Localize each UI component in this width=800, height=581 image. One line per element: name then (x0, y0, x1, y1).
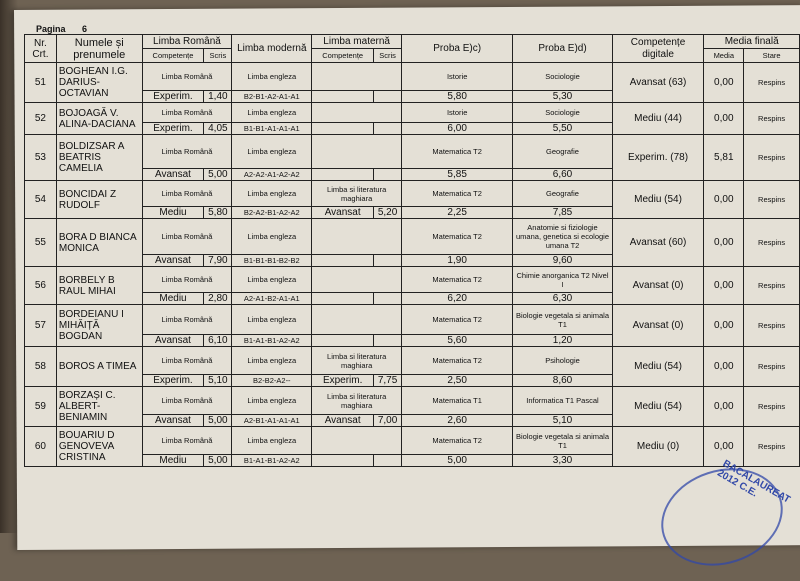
candidate-name: BOUARIU D GENOVEVA CRISTINA (56, 427, 142, 467)
lmat-competence (312, 255, 374, 267)
proba-c-score: 5,60 (402, 335, 513, 347)
lr-written-score: 7,90 (204, 255, 232, 267)
col-lr-header: Limba Română (142, 35, 232, 49)
col-lr-comp-header: Competențe (142, 49, 204, 63)
lm-subject: Limba engleza (232, 63, 312, 91)
status: Respins (744, 347, 800, 387)
lmat-subject (312, 267, 402, 293)
lmat-subject: Limba si literatura maghiara (312, 387, 402, 415)
lm-subject: Limba engleza (232, 135, 312, 169)
proba-d-score: 8,60 (513, 375, 612, 387)
col-proba-c-header: Proba E)c) (402, 35, 513, 63)
lm-level: B1-B1-A1-A1-A1 (232, 123, 312, 135)
lmat-competence: Experim. (312, 375, 374, 387)
final-average: 0,00 (704, 181, 744, 219)
lm-subject: Limba engleza (232, 181, 312, 207)
digital-competence: Mediu (0) (612, 427, 704, 467)
proba-c-score: 2,60 (402, 415, 513, 427)
proba-d-score: 6,30 (513, 293, 612, 305)
proba-d-subject: Geografie (513, 135, 612, 169)
lr-subject: Limba Română (142, 219, 232, 255)
lr-written-score: 5,00 (204, 455, 232, 467)
proba-c-subject: Istorie (402, 63, 513, 91)
proba-d-subject: Biologie vegetala si animala T1 (513, 427, 612, 455)
candidate-name: BORDEIANU I MIHĂIȚĂ BOGDAN (56, 305, 142, 347)
lmat-subject (312, 427, 402, 455)
proba-c-subject: Matematica T2 (402, 135, 513, 169)
lmat-written-score (374, 169, 402, 181)
table-row (25, 387, 800, 415)
lmat-competence (312, 293, 374, 305)
digital-competence: Mediu (54) (612, 181, 704, 219)
status: Respins (744, 135, 800, 181)
row-number: 51 (25, 63, 57, 103)
proba-c-score: 2,50 (402, 375, 513, 387)
candidate-name: BOJOAGĂ V. ALINA-DACIANA (56, 103, 142, 135)
digital-competence: Avansat (0) (612, 305, 704, 347)
lm-subject: Limba engleza (232, 387, 312, 415)
lmat-competence: Avansat (312, 415, 374, 427)
table-row (25, 103, 800, 123)
status: Respins (744, 103, 800, 135)
lmat-written-score (374, 455, 402, 467)
lr-competence: Experim. (142, 123, 204, 135)
lr-competence: Avansat (142, 169, 204, 181)
proba-c-score: 1,90 (402, 255, 513, 267)
lr-subject: Limba Română (142, 181, 232, 207)
lm-subject: Limba engleza (232, 267, 312, 293)
page-label: Pagina (36, 24, 66, 34)
proba-d-score: 5,30 (513, 91, 612, 103)
lr-competence: Avansat (142, 415, 204, 427)
proba-c-score: 6,00 (402, 123, 513, 135)
lr-subject: Limba Română (142, 135, 232, 169)
lr-competence: Avansat (142, 335, 204, 347)
lm-subject: Limba engleza (232, 219, 312, 255)
lmat-subject: Limba si literatura maghiara (312, 347, 402, 375)
status: Respins (744, 181, 800, 219)
status: Respins (744, 219, 800, 267)
lr-competence: Mediu (142, 207, 204, 219)
col-name-header: Numele și prenumele (56, 35, 142, 63)
lr-written-score: 5,10 (204, 375, 232, 387)
proba-c-subject: Istorie (402, 103, 513, 123)
digital-competence: Mediu (44) (612, 103, 704, 135)
final-average: 0,00 (704, 427, 744, 467)
proba-d-subject: Sociologie (513, 63, 612, 91)
digital-competence: Avansat (60) (612, 219, 704, 267)
lr-written-score: 4,05 (204, 123, 232, 135)
lr-subject: Limba Română (142, 103, 232, 123)
lr-written-score: 1,40 (204, 91, 232, 103)
candidate-name: BOGHEAN I.G. DARIUS-OCTAVIAN (56, 63, 142, 103)
table-row (25, 63, 800, 91)
candidate-name: BONCIDAI Z RUDOLF (56, 181, 142, 219)
row-number: 59 (25, 387, 57, 427)
proba-c-score: 5,80 (402, 91, 513, 103)
table-row (25, 305, 800, 335)
final-average: 0,00 (704, 347, 744, 387)
lmat-competence (312, 123, 374, 135)
col-stare-header: Stare (744, 49, 800, 63)
table-row (25, 219, 800, 255)
lmat-subject: Limba si literatura maghiara (312, 181, 402, 207)
lm-level: B2-A2-B1-A2-A2 (232, 207, 312, 219)
lr-competence: Mediu (142, 455, 204, 467)
row-number: 52 (25, 103, 57, 135)
row-number: 53 (25, 135, 57, 181)
candidate-name: BORA D BIANCA MONICA (56, 219, 142, 267)
proba-d-score: 6,60 (513, 169, 612, 181)
proba-c-score: 2,25 (402, 207, 513, 219)
proba-c-subject: Matematica T2 (402, 181, 513, 207)
lr-subject: Limba Română (142, 347, 232, 375)
status: Respins (744, 427, 800, 467)
col-lmat-comp-header: Competențe (312, 49, 374, 63)
row-number: 58 (25, 347, 57, 387)
table-row (25, 181, 800, 207)
table-row (25, 347, 800, 375)
lr-subject: Limba Română (142, 267, 232, 293)
final-average: 0,00 (704, 305, 744, 347)
digital-competence: Avansat (63) (612, 63, 704, 103)
results-table (24, 34, 800, 467)
status: Respins (744, 305, 800, 347)
digital-competence: Mediu (54) (612, 347, 704, 387)
digital-competence: Mediu (54) (612, 387, 704, 427)
proba-d-subject: Psihologie (513, 347, 612, 375)
page-number: 6 (82, 24, 88, 34)
lr-subject: Limba Română (142, 63, 232, 91)
lm-level: A2-A2-A1-A2-A2 (232, 169, 312, 181)
lmat-subject (312, 305, 402, 335)
candidate-name: BORBELY B RAUL MIHAI (56, 267, 142, 305)
proba-c-subject: Matematica T2 (402, 427, 513, 455)
col-media-finala-header: Media finală (704, 35, 800, 49)
lr-written-score: 5,80 (204, 207, 232, 219)
lr-subject: Limba Română (142, 387, 232, 415)
proba-d-score: 1,20 (513, 335, 612, 347)
proba-d-subject: Biologie vegetala si animala T1 (513, 305, 612, 335)
candidate-name: BOLDIZSAR A BEATRIS CAMELIA (56, 135, 142, 181)
lmat-written-score: 7,00 (374, 415, 402, 427)
row-number: 57 (25, 305, 57, 347)
lr-competence: Avansat (142, 255, 204, 267)
col-nr-header: Nr. Crt. (25, 35, 57, 63)
lmat-subject (312, 103, 402, 123)
col-lmat-header: Limba maternă (312, 35, 402, 49)
final-average: 5,81 (704, 135, 744, 181)
proba-d-score: 3,30 (513, 455, 612, 467)
lr-subject: Limba Română (142, 305, 232, 335)
proba-c-subject: Matematica T2 (402, 305, 513, 335)
lr-written-score: 5,00 (204, 169, 232, 181)
final-average: 0,00 (704, 63, 744, 103)
col-proba-d-header: Proba E)d) (513, 35, 612, 63)
lmat-subject (312, 63, 402, 91)
proba-d-score: 9,60 (513, 255, 612, 267)
proba-c-score: 5,00 (402, 455, 513, 467)
lr-written-score: 5,00 (204, 415, 232, 427)
lm-subject: Limba engleza (232, 347, 312, 375)
lmat-competence (312, 91, 374, 103)
lr-competence: Mediu (142, 293, 204, 305)
lmat-competence (312, 169, 374, 181)
lm-subject: Limba engleza (232, 103, 312, 123)
proba-d-subject: Geografie (513, 181, 612, 207)
col-lm-header: Limba modernă (232, 35, 312, 63)
candidate-name: BORZAȘI C. ALBERT-BENIAMIN (56, 387, 142, 427)
status: Respins (744, 63, 800, 103)
lm-level: B1-A1-B1-A2-A2 (232, 455, 312, 467)
proba-d-subject: Sociologie (513, 103, 612, 123)
lr-subject: Limba Română (142, 427, 232, 455)
proba-d-score: 7,85 (513, 207, 612, 219)
lr-written-score: 6,10 (204, 335, 232, 347)
lr-competence: Experim. (142, 91, 204, 103)
proba-c-subject: Matematica T2 (402, 347, 513, 375)
col-media-header: Media (704, 49, 744, 63)
lr-competence: Experim. (142, 375, 204, 387)
row-number: 54 (25, 181, 57, 219)
table-row (25, 427, 800, 455)
proba-c-score: 5,85 (402, 169, 513, 181)
lm-level: A2-B1-A1-A1-A1 (232, 415, 312, 427)
lmat-written-score (374, 91, 402, 103)
proba-d-subject: Informatica T1 Pascal (513, 387, 612, 415)
lm-subject: Limba engleza (232, 427, 312, 455)
lmat-competence (312, 335, 374, 347)
col-lmat-scris-header: Scris (374, 49, 402, 63)
lr-written-score: 2,80 (204, 293, 232, 305)
candidate-name: BOROS A TIMEA (56, 347, 142, 387)
status: Respins (744, 387, 800, 427)
proba-d-subject: Chimie anorganica T2 Nivel I (513, 267, 612, 293)
proba-c-subject: Matematica T1 (402, 387, 513, 415)
lm-level: B2-B2-A2-- (232, 375, 312, 387)
row-number: 56 (25, 267, 57, 305)
lmat-written-score: 7,75 (374, 375, 402, 387)
final-average: 0,00 (704, 103, 744, 135)
lm-subject: Limba engleza (232, 305, 312, 335)
stamp-text: BACALAUREAT 2012 C.E. (715, 458, 792, 506)
lmat-written-score (374, 255, 402, 267)
row-number: 55 (25, 219, 57, 267)
table-row (25, 135, 800, 169)
col-digital-header: Competențe digitale (612, 35, 704, 63)
proba-c-score: 6,20 (402, 293, 513, 305)
lmat-subject (312, 219, 402, 255)
lmat-written-score: 5,20 (374, 207, 402, 219)
status: Respins (744, 267, 800, 305)
lmat-written-score (374, 335, 402, 347)
proba-c-subject: Matematica T2 (402, 267, 513, 293)
col-lr-scris-header: Scris (204, 49, 232, 63)
lm-level: B1-B1-B1-B2-B2 (232, 255, 312, 267)
proba-d-subject: Anatomie si fiziologie umana, genetica si ecologie umana T2 (513, 219, 612, 255)
proba-d-score: 5,10 (513, 415, 612, 427)
table-row (25, 267, 800, 293)
final-average: 0,00 (704, 219, 744, 267)
lm-level: A2-A1-B2-A1-A1 (232, 293, 312, 305)
lm-level: B2-B1-A2-A1-A1 (232, 91, 312, 103)
lm-level: B1-A1-B1-A2-A2 (232, 335, 312, 347)
lmat-written-score (374, 293, 402, 305)
lmat-competence (312, 455, 374, 467)
final-average: 0,00 (704, 387, 744, 427)
digital-competence: Avansat (0) (612, 267, 704, 305)
proba-c-subject: Matematica T2 (402, 219, 513, 255)
row-number: 60 (25, 427, 57, 467)
final-average: 0,00 (704, 267, 744, 305)
lmat-written-score (374, 123, 402, 135)
proba-d-score: 5,50 (513, 123, 612, 135)
lmat-subject (312, 135, 402, 169)
digital-competence: Experim. (78) (612, 135, 704, 181)
lmat-competence: Avansat (312, 207, 374, 219)
